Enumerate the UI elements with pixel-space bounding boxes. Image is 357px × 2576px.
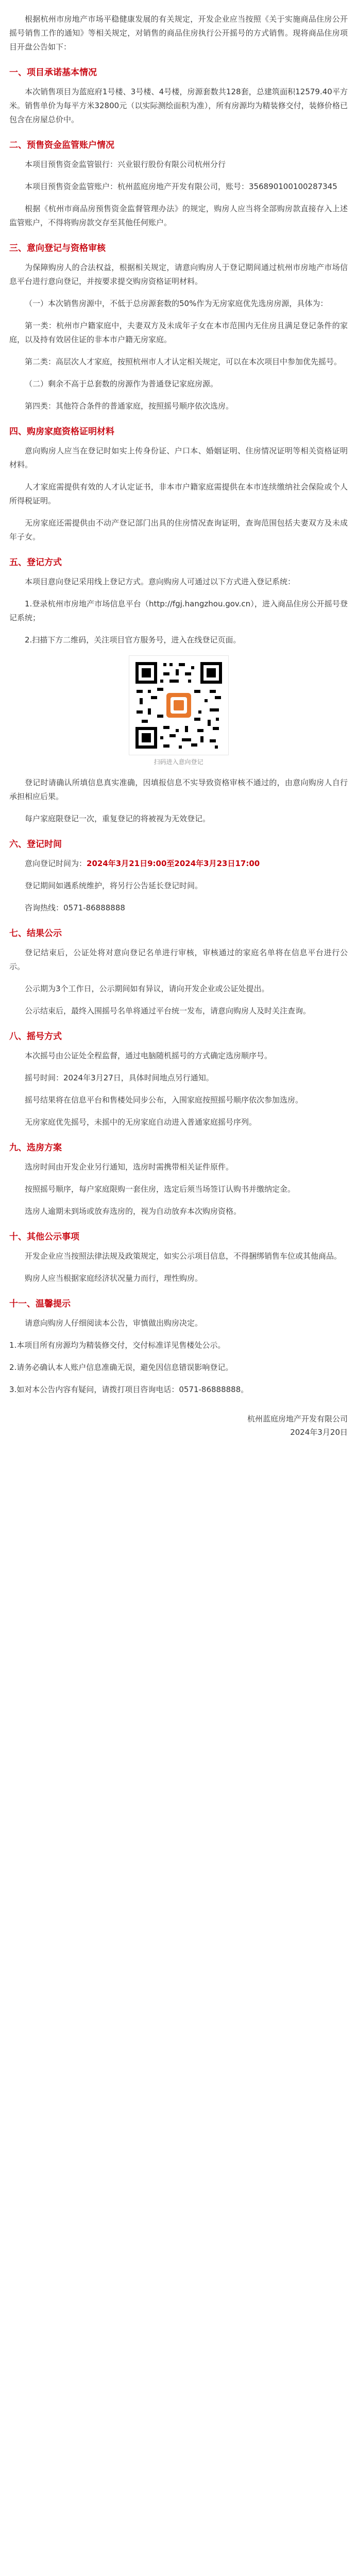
s2-body-3: 根据《杭州市商品房预售资金监督管理办法》的规定，购房人应当将全部购房款直接存入上述监管账户，不得将购房款交存至其他任何账户。 — [9, 204, 348, 227]
s3-body-6: 第四类：其他符合条件的普通家庭，按照摇号顺序依次选房。 — [25, 401, 234, 411]
s4-body-3: 无房家庭还需提供由不动产登记部门出具的住房情况查询证明，查询范围包括夫妻双方及未成年子女。 — [9, 518, 348, 541]
s1-body: 本次销售项目为蓝庭府1号楼、3号楼、4号楼，房源套数共128套，总建筑面积12579.40平方米。销售单价为每平方米32800元（以实际测绘面积为准），所有房源均为精装修交付，装修价格已包含在房屋总价中。 — [9, 87, 348, 124]
s3-body-5: （二）剩余不高于总套数的房源作为普通登记家庭房源。 — [25, 379, 218, 388]
s6-body-1 — [9, 857, 348, 871]
s6-body-3: 咨询热线：0571-86888888 — [25, 903, 125, 912]
s10-body-2: 购房人应当根据家庭经济状况量力而行，理性购房。 — [25, 1274, 203, 1283]
qr-code-block — [9, 655, 348, 767]
section-title-7: 七、结果公示 — [9, 928, 62, 939]
s11-body-4: 3.如对本公告内容有疑问，请拨打项目咨询电话：0571-86888888。 — [9, 1385, 249, 1394]
s8-body-3: 摇号结果将在信息平台和售楼处同步公布，入围家庭按照摇号顺序依次参加选房。 — [25, 1095, 303, 1105]
signature-date: 2024年3月20日 — [290, 1428, 348, 1437]
s9-body-2: 按照摇号顺序，每户家庭限购一套住房，选定后须当场签订认购书并缴纳定金。 — [25, 1184, 296, 1194]
s11-body-2: 1.本项目所有房源均为精装修交付，交付标准详见售楼处公示。 — [9, 1341, 226, 1350]
s4-body-1: 意向购房人应当在登记时如实上传身份证、户口本、婚姻证明、住房情况证明等相关资格证明材料。 — [9, 446, 348, 469]
s5-body-1: 本项目意向登记采用线上登记方式。意向购房人可通过以下方式进入登记系统： — [25, 577, 296, 586]
section-title-11: 十一、温馨提示 — [9, 1299, 71, 1309]
qr-caption: 扫码进入意向登记 — [154, 758, 203, 766]
s10-body-1: 开发企业应当按照法律法规及政策规定，如实公示项目信息，不得捆绑销售车位或其他商品。 — [25, 1251, 342, 1261]
s8-body-1: 本次摇号由公证处全程监督，通过电脑随机摇号的方式确定选房顺序号。 — [25, 1051, 273, 1060]
s8-body-4: 无房家庭优先摇号，未摇中的无房家庭自动进入普通家庭摇号序列。 — [25, 1117, 257, 1127]
s5-body-5: 每户家庭限登记一次，重复登记的将被视为无效登记。 — [25, 814, 211, 823]
s9-body-3: 选房人逾期未到场或放弃选房的，视为自动放弃本次购房资格。 — [25, 1207, 242, 1216]
s7-body-2: 公示期为3个工作日，公示期间如有异议，请向开发企业或公证处提出。 — [25, 984, 269, 993]
s4-body-2: 人才家庭需提供有效的人才认定证书，非本市户籍家庭需提供在本市连续缴纳社会保险或个人所得税证明。 — [9, 482, 348, 505]
section-title-8: 八、摇号方式 — [9, 1031, 62, 1042]
s9-body-1: 选房时间由开发企业另行通知，选房时需携带相关证件原件。 — [25, 1162, 234, 1172]
s11-body-3: 2.请务必确认本人账户信息准确无误，避免因信息错误影响登记。 — [9, 1363, 233, 1372]
section-title-10: 十、其他公示事项 — [9, 1232, 79, 1242]
section-title-9: 九、选房方案 — [9, 1143, 62, 1153]
signature-company: 杭州蓝庭房地产开发有限公司 — [247, 1414, 348, 1423]
section-title-5: 五、登记方式 — [9, 557, 62, 568]
qr-code[interactable] — [129, 655, 229, 755]
s5-body-2: 1.登录杭州市房地产市场信息平台（http://fgj.hangzhou.gov.cn），进入商品住房公开摇号登记系统； — [9, 599, 348, 622]
s2-body-1: 本项目预售资金监管银行：兴业银行股份有限公司杭州分行 — [25, 160, 226, 169]
s3-body-1: 为保障购房人的合法权益，根据相关规定，请意向购房人于登记期间通过杭州市房地产市场信息平台进行意向登记，并按要求提交购房资格证明材料。 — [9, 263, 348, 286]
s7-body-1: 登记结束后，公证处将对意向登记名单进行审核，审核通过的家庭名单将在信息平台进行公示。 — [9, 948, 348, 971]
s5-body-3: 2.扫描下方二维码，关注项目官方服务号，进入在线登记页面。 — [25, 635, 241, 645]
announcement-page — [9, 12, 348, 1439]
signature-block — [9, 1412, 348, 1439]
s5-body-4: 登记时请确认所填信息真实准确，因填报信息不实导致资格审核不通过的，由意向购房人自行承担相应后果。 — [9, 778, 348, 801]
s3-body-2: （一）本次销售房源中，不低于总房源套数的50%作为无房家庭优先选房房源，具体为： — [25, 299, 328, 308]
s2-body-2: 本项目预售资金监管账户：杭州蓝庭房地产开发有限公司，账号：356890100100287345 — [25, 182, 337, 191]
s11-body-1: 请意向购房人仔细阅读本公告，审慎做出购房决定。 — [25, 1318, 203, 1328]
s6-registration-period: 2024年3月21日9:00至2024年3月23日17:00 — [87, 859, 260, 868]
s3-body-4: 第二类：高层次人才家庭，按照杭州市人才认定相关规定，可以在本次项目中参加优先摇号。 — [25, 357, 342, 366]
s6-body-2: 登记期间如遇系统维护，将另行公告延长登记时间。 — [25, 881, 203, 890]
s6-body-1-lead: 意向登记时间为： — [25, 859, 87, 868]
qr-code-icon — [132, 659, 225, 752]
s8-body-2: 摇号时间：2024年3月27日，具体时间地点另行通知。 — [25, 1073, 214, 1082]
intro-text: 根据杭州市房地产市场平稳健康发展的有关规定，开发企业应当按照《关于实施商品住房公开摇号销售工作的通知》等相关规定，对销售的商品住房执行公开摇号的方式销售。现将商品住房项目开盘公告如下： — [9, 14, 348, 52]
s3-body-3: 第一类：杭州市户籍家庭中，夫妻双方及未成年子女在本市范围内无住房且满足登记条件的家庭，以及持有效居住证的非本市户籍无房家庭。 — [9, 321, 348, 344]
section-title-2: 二、预售资金监管账户情况 — [9, 140, 114, 150]
section-title-3: 三、意向登记与资格审核 — [9, 243, 106, 253]
section-title-6: 六、登记时间 — [9, 839, 62, 850]
section-title-4: 四、购房家庭资格证明材料 — [9, 427, 114, 437]
section-title-1: 一、项目承诺基本情况 — [9, 67, 97, 78]
s7-body-3: 公示结束后，最终入围摇号名单将通过平台统一发布，请意向购房人及时关注查询。 — [25, 1006, 311, 1015]
